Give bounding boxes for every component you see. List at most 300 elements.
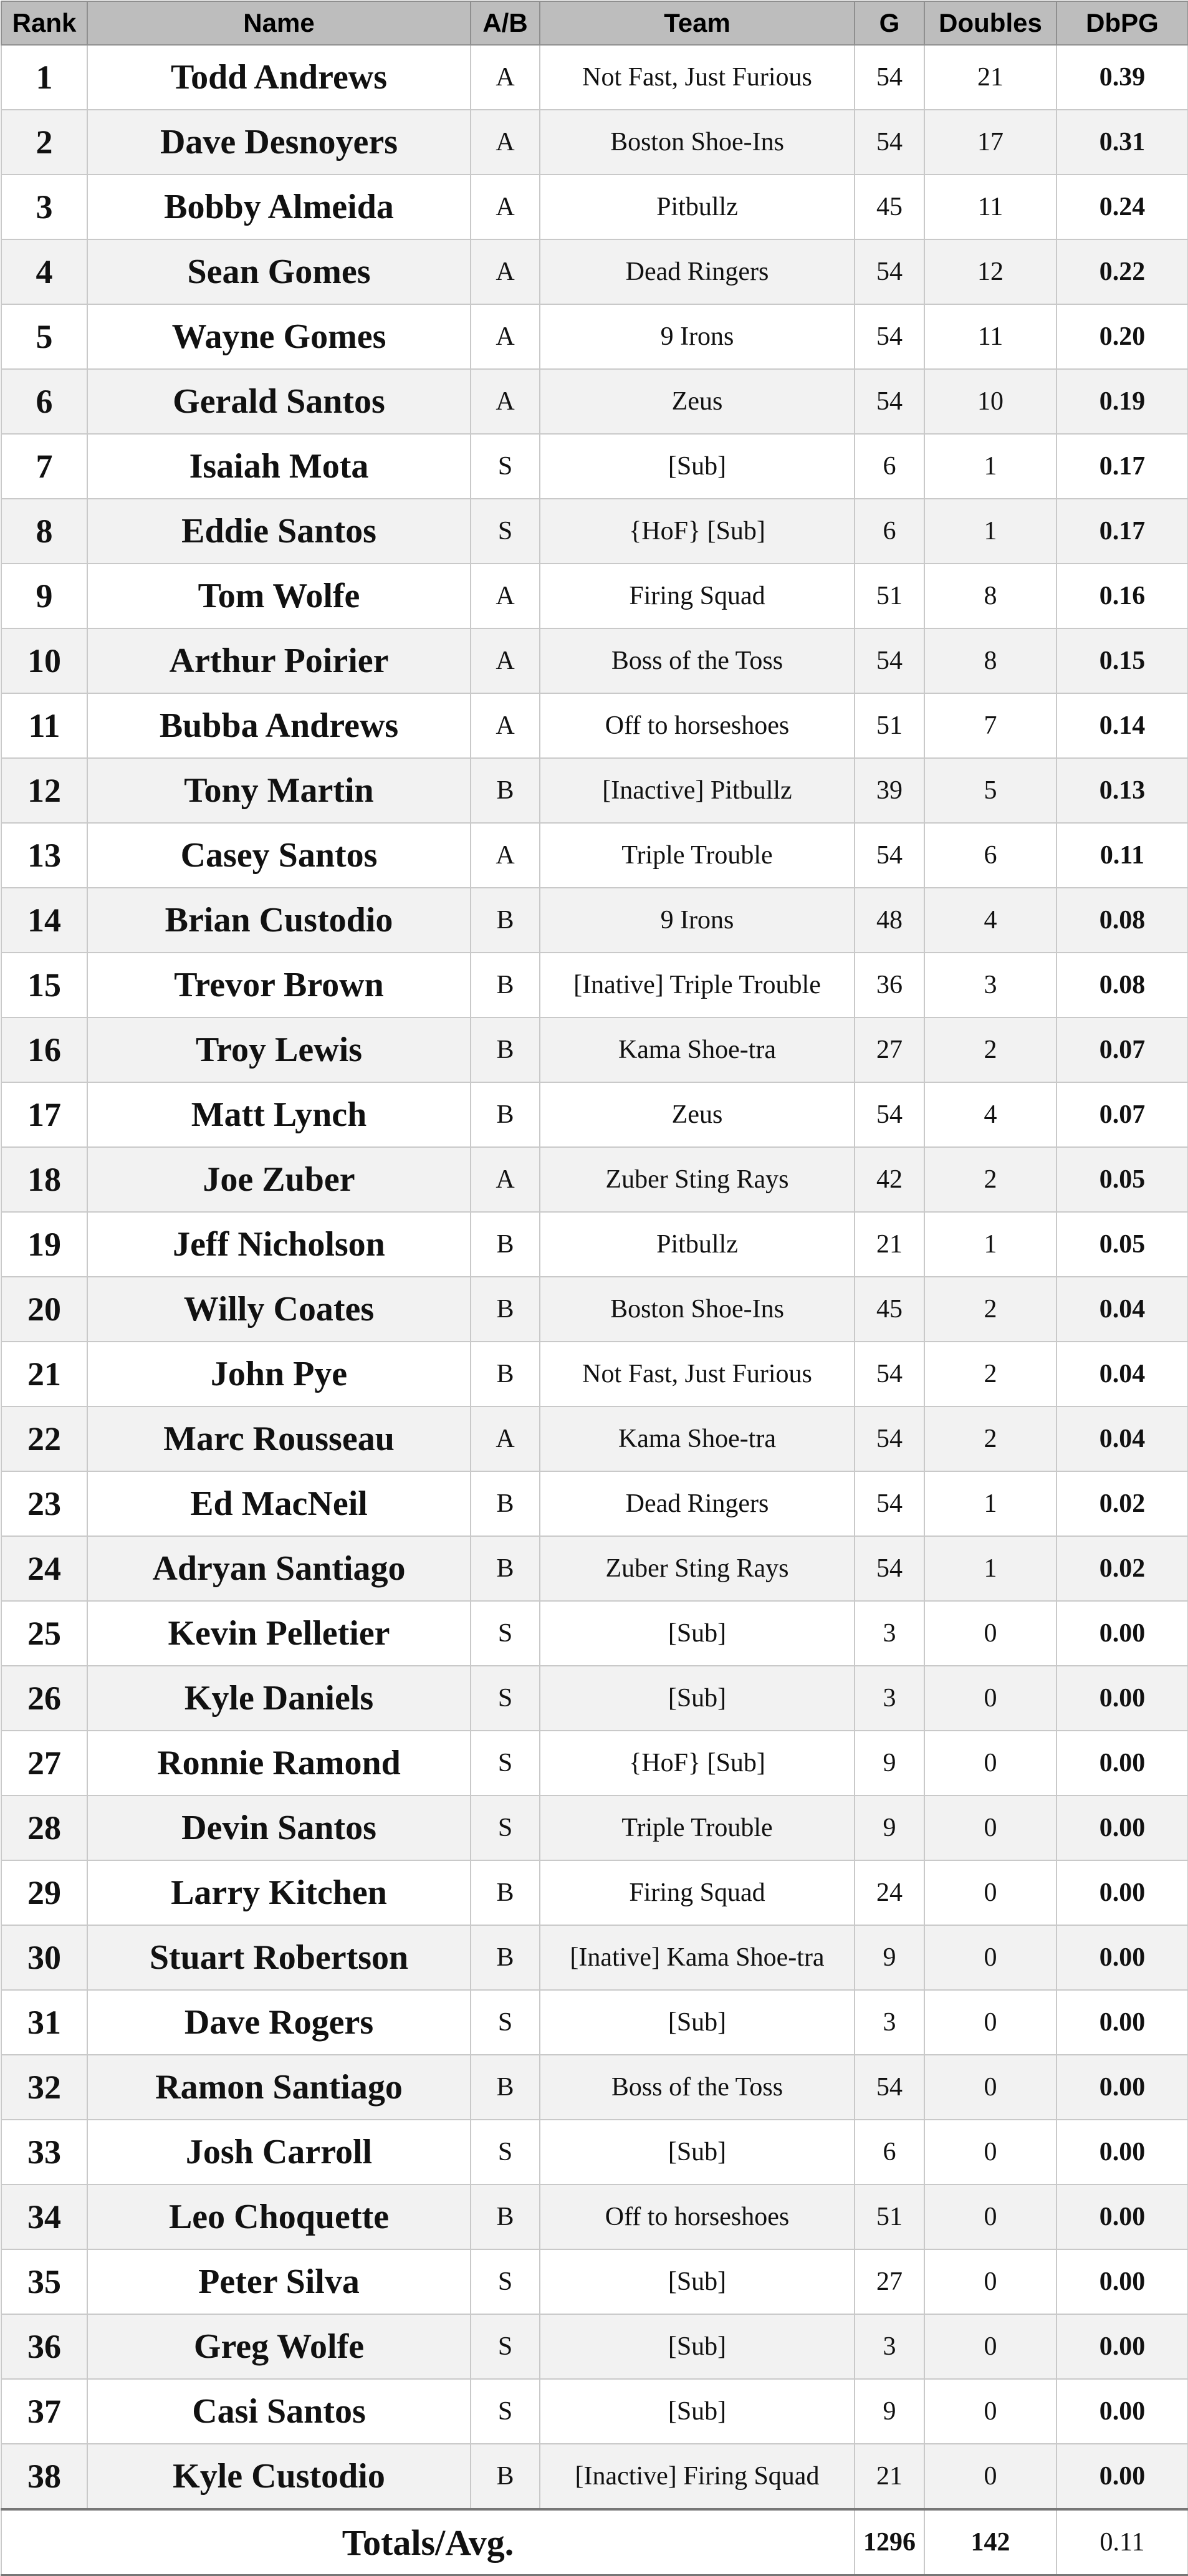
table-row[interactable]	[1, 369, 1188, 434]
games-cell: 42	[855, 1147, 924, 1212]
team-cell: Zuber Sting Rays	[540, 1536, 855, 1601]
games-cell: 9	[855, 1731, 924, 1795]
rank-cell: 25	[1, 1601, 87, 1666]
doubles-cell: 1	[924, 1536, 1056, 1601]
table-row[interactable]	[1, 564, 1188, 628]
rank-cell: 17	[1, 1082, 87, 1147]
rank-cell: 26	[1, 1666, 87, 1731]
doubles-cell: 5	[924, 758, 1056, 823]
doubles-cell: 2	[924, 1406, 1056, 1471]
player-name-cell: Wayne Gomes	[87, 304, 471, 369]
table-row[interactable]	[1, 2444, 1188, 2509]
team-cell: Off to horseshoes	[540, 693, 855, 758]
division-cell: S	[471, 2120, 540, 2184]
team-cell: Dead Ringers	[540, 239, 855, 304]
dbpg-cell: 0.00	[1056, 2249, 1188, 2314]
division-cell: A	[471, 1406, 540, 1471]
dbpg-cell: 0.11	[1056, 823, 1188, 888]
division-cell: S	[471, 2314, 540, 2379]
dbpg-cell: 0.05	[1056, 1147, 1188, 1212]
team-cell: [Inative] Kama Shoe-tra	[540, 1925, 855, 1990]
division-cell: B	[471, 953, 540, 1017]
games-cell: 51	[855, 564, 924, 628]
doubles-cell: 3	[924, 953, 1056, 1017]
division-cell: B	[471, 2444, 540, 2509]
team-cell: Pitbullz	[540, 1212, 855, 1277]
division-cell: S	[471, 499, 540, 564]
dbpg-cell: 0.00	[1056, 2120, 1188, 2184]
rank-cell: 24	[1, 1536, 87, 1601]
rank-cell: 1	[1, 45, 87, 110]
table-row[interactable]	[1, 2184, 1188, 2249]
doubles-cell: 1	[924, 499, 1056, 564]
column-header-team[interactable]: Team	[540, 1, 855, 45]
team-cell: [Sub]	[540, 2314, 855, 2379]
table-row[interactable]	[1, 1147, 1188, 1212]
doubles-cell: 0	[924, 2055, 1056, 2120]
table-row[interactable]	[1, 1601, 1188, 1666]
games-cell: 54	[855, 2055, 924, 2120]
doubles-cell: 0	[924, 1860, 1056, 1925]
games-cell: 3	[855, 1666, 924, 1731]
table-row[interactable]	[1, 2120, 1188, 2184]
division-cell: B	[471, 1277, 540, 1342]
games-cell: 54	[855, 1342, 924, 1406]
table-row[interactable]	[1, 2314, 1188, 2379]
division-cell: S	[471, 434, 540, 499]
rank-cell: 14	[1, 888, 87, 953]
team-cell: Not Fast, Just Furious	[540, 1342, 855, 1406]
player-name-cell: Todd Andrews	[87, 45, 471, 110]
table-row[interactable]	[1, 175, 1188, 239]
games-cell: 54	[855, 304, 924, 369]
rank-cell: 9	[1, 564, 87, 628]
division-cell: A	[471, 823, 540, 888]
games-cell: 45	[855, 1277, 924, 1342]
rank-cell: 11	[1, 693, 87, 758]
division-cell: S	[471, 2249, 540, 2314]
games-cell: 54	[855, 823, 924, 888]
dbpg-cell: 0.16	[1056, 564, 1188, 628]
team-cell: [Inactive] Pitbullz	[540, 758, 855, 823]
games-cell: 3	[855, 2314, 924, 2379]
division-cell: B	[471, 1925, 540, 1990]
doubles-cell: 2	[924, 1342, 1056, 1406]
doubles-cell: 1	[924, 1471, 1056, 1536]
table-row[interactable]	[1, 434, 1188, 499]
team-cell: Firing Squad	[540, 1860, 855, 1925]
column-header-dbpg[interactable]: DbPG	[1056, 1, 1188, 45]
player-name-cell: Matt Lynch	[87, 1082, 471, 1147]
games-cell: 54	[855, 239, 924, 304]
rank-cell: 33	[1, 2120, 87, 2184]
team-cell: Dead Ringers	[540, 1471, 855, 1536]
doubles-cell: 8	[924, 564, 1056, 628]
team-cell: Kama Shoe-tra	[540, 1406, 855, 1471]
team-cell: [Sub]	[540, 1990, 855, 2055]
dbpg-cell: 0.00	[1056, 2314, 1188, 2379]
rank-cell: 29	[1, 1860, 87, 1925]
table-row[interactable]	[1, 1731, 1188, 1795]
doubles-cell: 0	[924, 1731, 1056, 1795]
table-row[interactable]	[1, 1795, 1188, 1860]
games-cell: 6	[855, 499, 924, 564]
player-name-cell: Devin Santos	[87, 1795, 471, 1860]
division-cell: B	[471, 1017, 540, 1082]
table-row[interactable]	[1, 953, 1188, 1017]
division-cell: S	[471, 1990, 540, 2055]
games-cell: 24	[855, 1860, 924, 1925]
games-cell: 21	[855, 2444, 924, 2509]
player-name-cell: Bobby Almeida	[87, 175, 471, 239]
dbpg-cell: 0.15	[1056, 628, 1188, 693]
table-row[interactable]	[1, 1990, 1188, 2055]
player-name-cell: Gerald Santos	[87, 369, 471, 434]
division-cell: A	[471, 239, 540, 304]
team-cell: [Sub]	[540, 2379, 855, 2444]
doubles-cell: 0	[924, 2249, 1056, 2314]
dbpg-cell: 0.08	[1056, 888, 1188, 953]
doubles-cell: 0	[924, 2184, 1056, 2249]
team-cell: Triple Trouble	[540, 1795, 855, 1860]
dbpg-cell: 0.17	[1056, 434, 1188, 499]
table-row[interactable]	[1, 1925, 1188, 1990]
dbpg-cell: 0.00	[1056, 1666, 1188, 1731]
rank-cell: 19	[1, 1212, 87, 1277]
column-header-name[interactable]: Name	[87, 1, 471, 45]
division-cell: S	[471, 1601, 540, 1666]
games-cell: 54	[855, 1471, 924, 1536]
team-cell: [Sub]	[540, 434, 855, 499]
player-name-cell: Ramon Santiago	[87, 2055, 471, 2120]
games-cell: 54	[855, 1406, 924, 1471]
doubles-cell: 2	[924, 1017, 1056, 1082]
table-row[interactable]	[1, 1082, 1188, 1147]
team-cell: {HoF} [Sub]	[540, 499, 855, 564]
table-row[interactable]	[1, 1406, 1188, 1471]
division-cell: A	[471, 304, 540, 369]
dbpg-cell: 0.00	[1056, 2055, 1188, 2120]
team-cell: [Sub]	[540, 2249, 855, 2314]
dbpg-cell: 0.07	[1056, 1017, 1188, 1082]
player-name-cell: Casey Santos	[87, 823, 471, 888]
table-row[interactable]	[1, 239, 1188, 304]
games-cell: 54	[855, 45, 924, 110]
table-body	[1, 45, 1188, 2509]
dbpg-cell: 0.00	[1056, 1731, 1188, 1795]
table-footer	[1, 2509, 1188, 2575]
games-cell: 21	[855, 1212, 924, 1277]
doubles-cell: 0	[924, 2314, 1056, 2379]
dbpg-cell: 0.04	[1056, 1342, 1188, 1406]
games-cell: 36	[855, 953, 924, 1017]
rank-cell: 34	[1, 2184, 87, 2249]
player-name-cell: Peter Silva	[87, 2249, 471, 2314]
games-cell: 27	[855, 2249, 924, 2314]
games-cell: 6	[855, 434, 924, 499]
division-cell: A	[471, 110, 540, 175]
dbpg-cell: 0.04	[1056, 1406, 1188, 1471]
table-row[interactable]	[1, 888, 1188, 953]
player-name-cell: Josh Carroll	[87, 2120, 471, 2184]
games-cell: 54	[855, 628, 924, 693]
player-name-cell: Kyle Custodio	[87, 2444, 471, 2509]
rank-cell: 12	[1, 758, 87, 823]
games-cell: 54	[855, 369, 924, 434]
dbpg-cell: 0.19	[1056, 369, 1188, 434]
division-cell: A	[471, 564, 540, 628]
rank-cell: 20	[1, 1277, 87, 1342]
rank-cell: 36	[1, 2314, 87, 2379]
division-cell: A	[471, 45, 540, 110]
rank-cell: 4	[1, 239, 87, 304]
team-cell: Boss of the Toss	[540, 628, 855, 693]
team-cell: Boston Shoe-Ins	[540, 1277, 855, 1342]
team-cell: Pitbullz	[540, 175, 855, 239]
doubles-cell: 0	[924, 2444, 1056, 2509]
team-cell: Zeus	[540, 369, 855, 434]
dbpg-cell: 0.08	[1056, 953, 1188, 1017]
rank-cell: 8	[1, 499, 87, 564]
division-cell: B	[471, 2055, 540, 2120]
column-header-rank[interactable]: Rank	[1, 1, 87, 45]
rank-cell: 22	[1, 1406, 87, 1471]
doubles-cell: 1	[924, 1212, 1056, 1277]
division-cell: B	[471, 1342, 540, 1406]
rank-cell: 23	[1, 1471, 87, 1536]
dbpg-cell: 0.31	[1056, 110, 1188, 175]
doubles-cell: 17	[924, 110, 1056, 175]
division-cell: B	[471, 758, 540, 823]
column-header-ab[interactable]: A/B	[471, 1, 540, 45]
division-cell: S	[471, 1795, 540, 1860]
dbpg-cell: 0.00	[1056, 1925, 1188, 1990]
doubles-cell: 11	[924, 175, 1056, 239]
rank-cell: 15	[1, 953, 87, 1017]
division-cell: B	[471, 2184, 540, 2249]
rank-cell: 30	[1, 1925, 87, 1990]
rank-cell: 31	[1, 1990, 87, 2055]
table-row[interactable]	[1, 1017, 1188, 1082]
dbpg-cell: 0.22	[1056, 239, 1188, 304]
player-name-cell: Willy Coates	[87, 1277, 471, 1342]
table-row[interactable]	[1, 628, 1188, 693]
doubles-cell: 0	[924, 2120, 1056, 2184]
dbpg-cell: 0.00	[1056, 2379, 1188, 2444]
player-name-cell: Troy Lewis	[87, 1017, 471, 1082]
dbpg-cell: 0.39	[1056, 45, 1188, 110]
games-cell: 3	[855, 1601, 924, 1666]
player-name-cell: Dave Desnoyers	[87, 110, 471, 175]
table-row[interactable]	[1, 1666, 1188, 1731]
games-cell: 6	[855, 2120, 924, 2184]
rank-cell: 38	[1, 2444, 87, 2509]
dbpg-cell: 0.02	[1056, 1536, 1188, 1601]
team-cell: 9 Irons	[540, 888, 855, 953]
player-name-cell: Kyle Daniels	[87, 1666, 471, 1731]
header-row	[1, 1, 1188, 45]
player-name-cell: Larry Kitchen	[87, 1860, 471, 1925]
player-name-cell: Tony Martin	[87, 758, 471, 823]
team-cell: Off to horseshoes	[540, 2184, 855, 2249]
table-row[interactable]	[1, 2055, 1188, 2120]
division-cell: A	[471, 369, 540, 434]
dbpg-cell: 0.05	[1056, 1212, 1188, 1277]
division-cell: B	[471, 1860, 540, 1925]
team-cell: [Inactive] Firing Squad	[540, 2444, 855, 2509]
team-cell: 9 Irons	[540, 304, 855, 369]
division-cell: B	[471, 1082, 540, 1147]
rank-cell: 7	[1, 434, 87, 499]
table-row[interactable]	[1, 1277, 1188, 1342]
division-cell: B	[471, 1212, 540, 1277]
table-row[interactable]	[1, 1860, 1188, 1925]
table-row[interactable]	[1, 758, 1188, 823]
table-row[interactable]	[1, 110, 1188, 175]
team-cell: Firing Squad	[540, 564, 855, 628]
dbpg-cell: 0.17	[1056, 499, 1188, 564]
rank-cell: 6	[1, 369, 87, 434]
dbpg-cell: 0.13	[1056, 758, 1188, 823]
team-cell: {HoF} [Sub]	[540, 1731, 855, 1795]
games-cell: 51	[855, 693, 924, 758]
games-cell: 9	[855, 1795, 924, 1860]
dbpg-cell: 0.00	[1056, 1990, 1188, 2055]
rank-cell: 18	[1, 1147, 87, 1212]
rank-cell: 10	[1, 628, 87, 693]
rank-cell: 35	[1, 2249, 87, 2314]
doubles-cell: 0	[924, 1925, 1056, 1990]
games-cell: 9	[855, 2379, 924, 2444]
doubles-cell: 12	[924, 239, 1056, 304]
doubles-cell: 1	[924, 434, 1056, 499]
table-row[interactable]	[1, 2379, 1188, 2444]
team-cell: Boss of the Toss	[540, 2055, 855, 2120]
table-header	[1, 1, 1188, 45]
table-row[interactable]	[1, 1212, 1188, 1277]
games-cell: 27	[855, 1017, 924, 1082]
player-name-cell: Dave Rogers	[87, 1990, 471, 2055]
player-name-cell: Isaiah Mota	[87, 434, 471, 499]
totals-row	[1, 2509, 1188, 2575]
games-cell: 54	[855, 1536, 924, 1601]
player-name-cell: Tom Wolfe	[87, 564, 471, 628]
table-row[interactable]	[1, 823, 1188, 888]
dbpg-cell: 0.00	[1056, 1601, 1188, 1666]
table-row[interactable]	[1, 693, 1188, 758]
games-cell: 51	[855, 2184, 924, 2249]
column-header-doubles[interactable]: Doubles	[924, 1, 1056, 45]
player-name-cell: Bubba Andrews	[87, 693, 471, 758]
games-cell: 48	[855, 888, 924, 953]
games-cell: 54	[855, 1082, 924, 1147]
dbpg-cell: 0.00	[1056, 1795, 1188, 1860]
team-cell: Zeus	[540, 1082, 855, 1147]
player-name-cell: Eddie Santos	[87, 499, 471, 564]
table-row[interactable]	[1, 499, 1188, 564]
games-cell: 54	[855, 110, 924, 175]
division-cell: B	[471, 1536, 540, 1601]
rank-cell: 27	[1, 1731, 87, 1795]
rank-cell: 32	[1, 2055, 87, 2120]
player-name-cell: John Pye	[87, 1342, 471, 1406]
table-row[interactable]	[1, 45, 1188, 110]
dbpg-cell: 0.00	[1056, 1860, 1188, 1925]
division-cell: B	[471, 1471, 540, 1536]
player-name-cell: Arthur Poirier	[87, 628, 471, 693]
player-name-cell: Joe Zuber	[87, 1147, 471, 1212]
player-name-cell: Brian Custodio	[87, 888, 471, 953]
rank-cell: 2	[1, 110, 87, 175]
table-row[interactable]	[1, 2249, 1188, 2314]
doubles-cell: 0	[924, 1666, 1056, 1731]
doubles-cell: 0	[924, 1990, 1056, 2055]
games-cell: 3	[855, 1990, 924, 2055]
table-row[interactable]	[1, 1342, 1188, 1406]
table-row[interactable]	[1, 1471, 1188, 1536]
rank-cell: 21	[1, 1342, 87, 1406]
dbpg-cell: 0.14	[1056, 693, 1188, 758]
totals-doubles: 142	[924, 2509, 1056, 2575]
column-header-g[interactable]: G	[855, 1, 924, 45]
team-cell: [Sub]	[540, 1601, 855, 1666]
doubles-cell: 0	[924, 2379, 1056, 2444]
team-cell: [Inative] Triple Trouble	[540, 953, 855, 1017]
rank-cell: 28	[1, 1795, 87, 1860]
player-name-cell: Ed MacNeil	[87, 1471, 471, 1536]
dbpg-cell: 0.07	[1056, 1082, 1188, 1147]
division-cell: B	[471, 888, 540, 953]
rank-cell: 13	[1, 823, 87, 888]
dbpg-cell: 0.00	[1056, 2184, 1188, 2249]
player-name-cell: Adryan Santiago	[87, 1536, 471, 1601]
doubles-cell: 0	[924, 1601, 1056, 1666]
dbpg-cell: 0.00	[1056, 2444, 1188, 2509]
games-cell: 45	[855, 175, 924, 239]
team-cell: Boston Shoe-Ins	[540, 110, 855, 175]
doubles-cell: 6	[924, 823, 1056, 888]
doubles-cell: 8	[924, 628, 1056, 693]
doubles-cell: 21	[924, 45, 1056, 110]
totals-dbpg: 0.11	[1056, 2509, 1188, 2575]
doubles-cell: 7	[924, 693, 1056, 758]
table-row[interactable]	[1, 1536, 1188, 1601]
player-name-cell: Marc Rousseau	[87, 1406, 471, 1471]
player-name-cell: Ronnie Ramond	[87, 1731, 471, 1795]
doubles-cell: 2	[924, 1147, 1056, 1212]
player-name-cell: Jeff Nicholson	[87, 1212, 471, 1277]
table-row[interactable]	[1, 304, 1188, 369]
player-name-cell: Kevin Pelletier	[87, 1601, 471, 1666]
division-cell: S	[471, 1666, 540, 1731]
doubles-cell: 11	[924, 304, 1056, 369]
doubles-cell: 2	[924, 1277, 1056, 1342]
dbpg-cell: 0.24	[1056, 175, 1188, 239]
team-cell: Kama Shoe-tra	[540, 1017, 855, 1082]
dbpg-cell: 0.04	[1056, 1277, 1188, 1342]
doubles-cell: 10	[924, 369, 1056, 434]
division-cell: A	[471, 628, 540, 693]
player-name-cell: Casi Santos	[87, 2379, 471, 2444]
team-cell: Zuber Sting Rays	[540, 1147, 855, 1212]
rank-cell: 37	[1, 2379, 87, 2444]
division-cell: A	[471, 1147, 540, 1212]
division-cell: S	[471, 1731, 540, 1795]
division-cell: S	[471, 2379, 540, 2444]
team-cell: [Sub]	[540, 1666, 855, 1731]
division-cell: A	[471, 693, 540, 758]
team-cell: Triple Trouble	[540, 823, 855, 888]
